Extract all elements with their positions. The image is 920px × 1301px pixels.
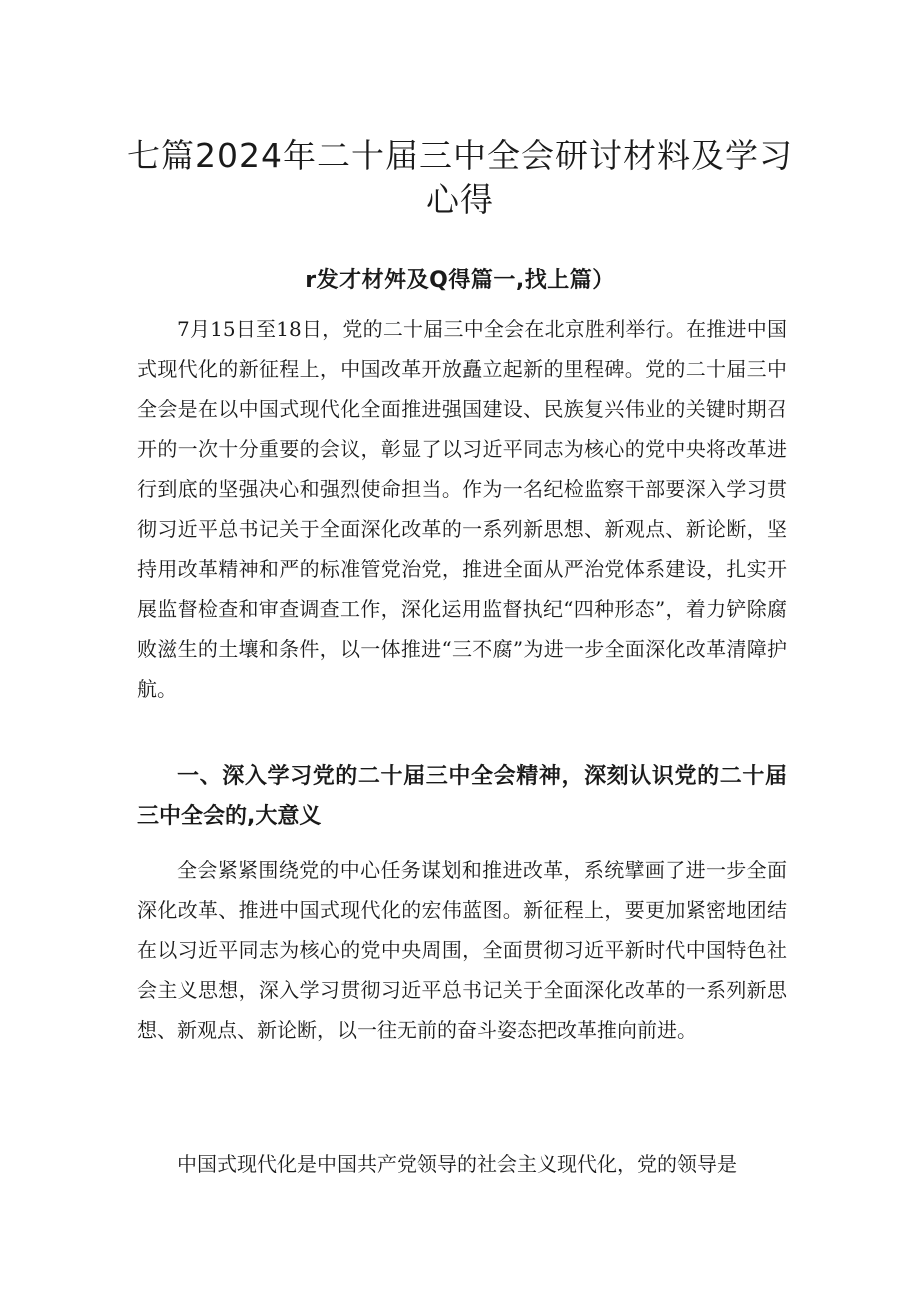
section-subtitle: r发才材舛及Q得篇一,找上篇）: [305, 268, 615, 293]
section-heading-1: 一、深入学习党的二十届三中全会精神，深刻认识党的二十届三中全会的,大意义: [137, 764, 787, 829]
body-paragraph-2: 全会紧紧围绕党的中心任务谋划和推进改革，系统擘画了进一步全面深化改革、推进中国式现代化的宏伟蓝图。新征程上，要更加紧密地团结在以习近平同志为核心的党中央周围，全面贯彻习近平新时代中国特色社会主义思想，深入学习贯彻习近平总书记关于全面深化改革的一系列新思想、新观点、新论断，以一往无前的奋斗姿态把改革推向前进。: [137, 858, 787, 1042]
document-title: 七篇2024年二十届三中全会研讨材料及学习心得: [127, 136, 793, 220]
body-paragraph-3: 中国式现代化是中国共产党领导的社会主义现代化，党的领导是: [177, 1152, 737, 1176]
body-paragraph-1: 7月15日至18日，党的二十届三中全会在北京胜利举行。在推进中国式现代化的新征程上，中国改革开放矗立起新的里程碑。党的二十届三中全会是在以中国式现代化全面推进强国建设、民族复兴伟业的关键时期召开的一次十分重要的会议，彰显了以习近平同志为核心的党中央将改革进行到底的坚强决心和强烈使命担当。作为一名纪检监察干部要深入学习贯彻习近平总书记关于全面深化改革的一系列新思想、新观点、新论断，坚持用改革精神和严的标准管党治党，推进全面从严治党体系建设，扎实开展监督检查和审查调查工作，深化运用监督执纪“四种形态”，着力铲除腐败滋生的土壤和条件，以一体推进“三不腐”为进一步全面深化改革清障护航。: [137, 317, 787, 701]
